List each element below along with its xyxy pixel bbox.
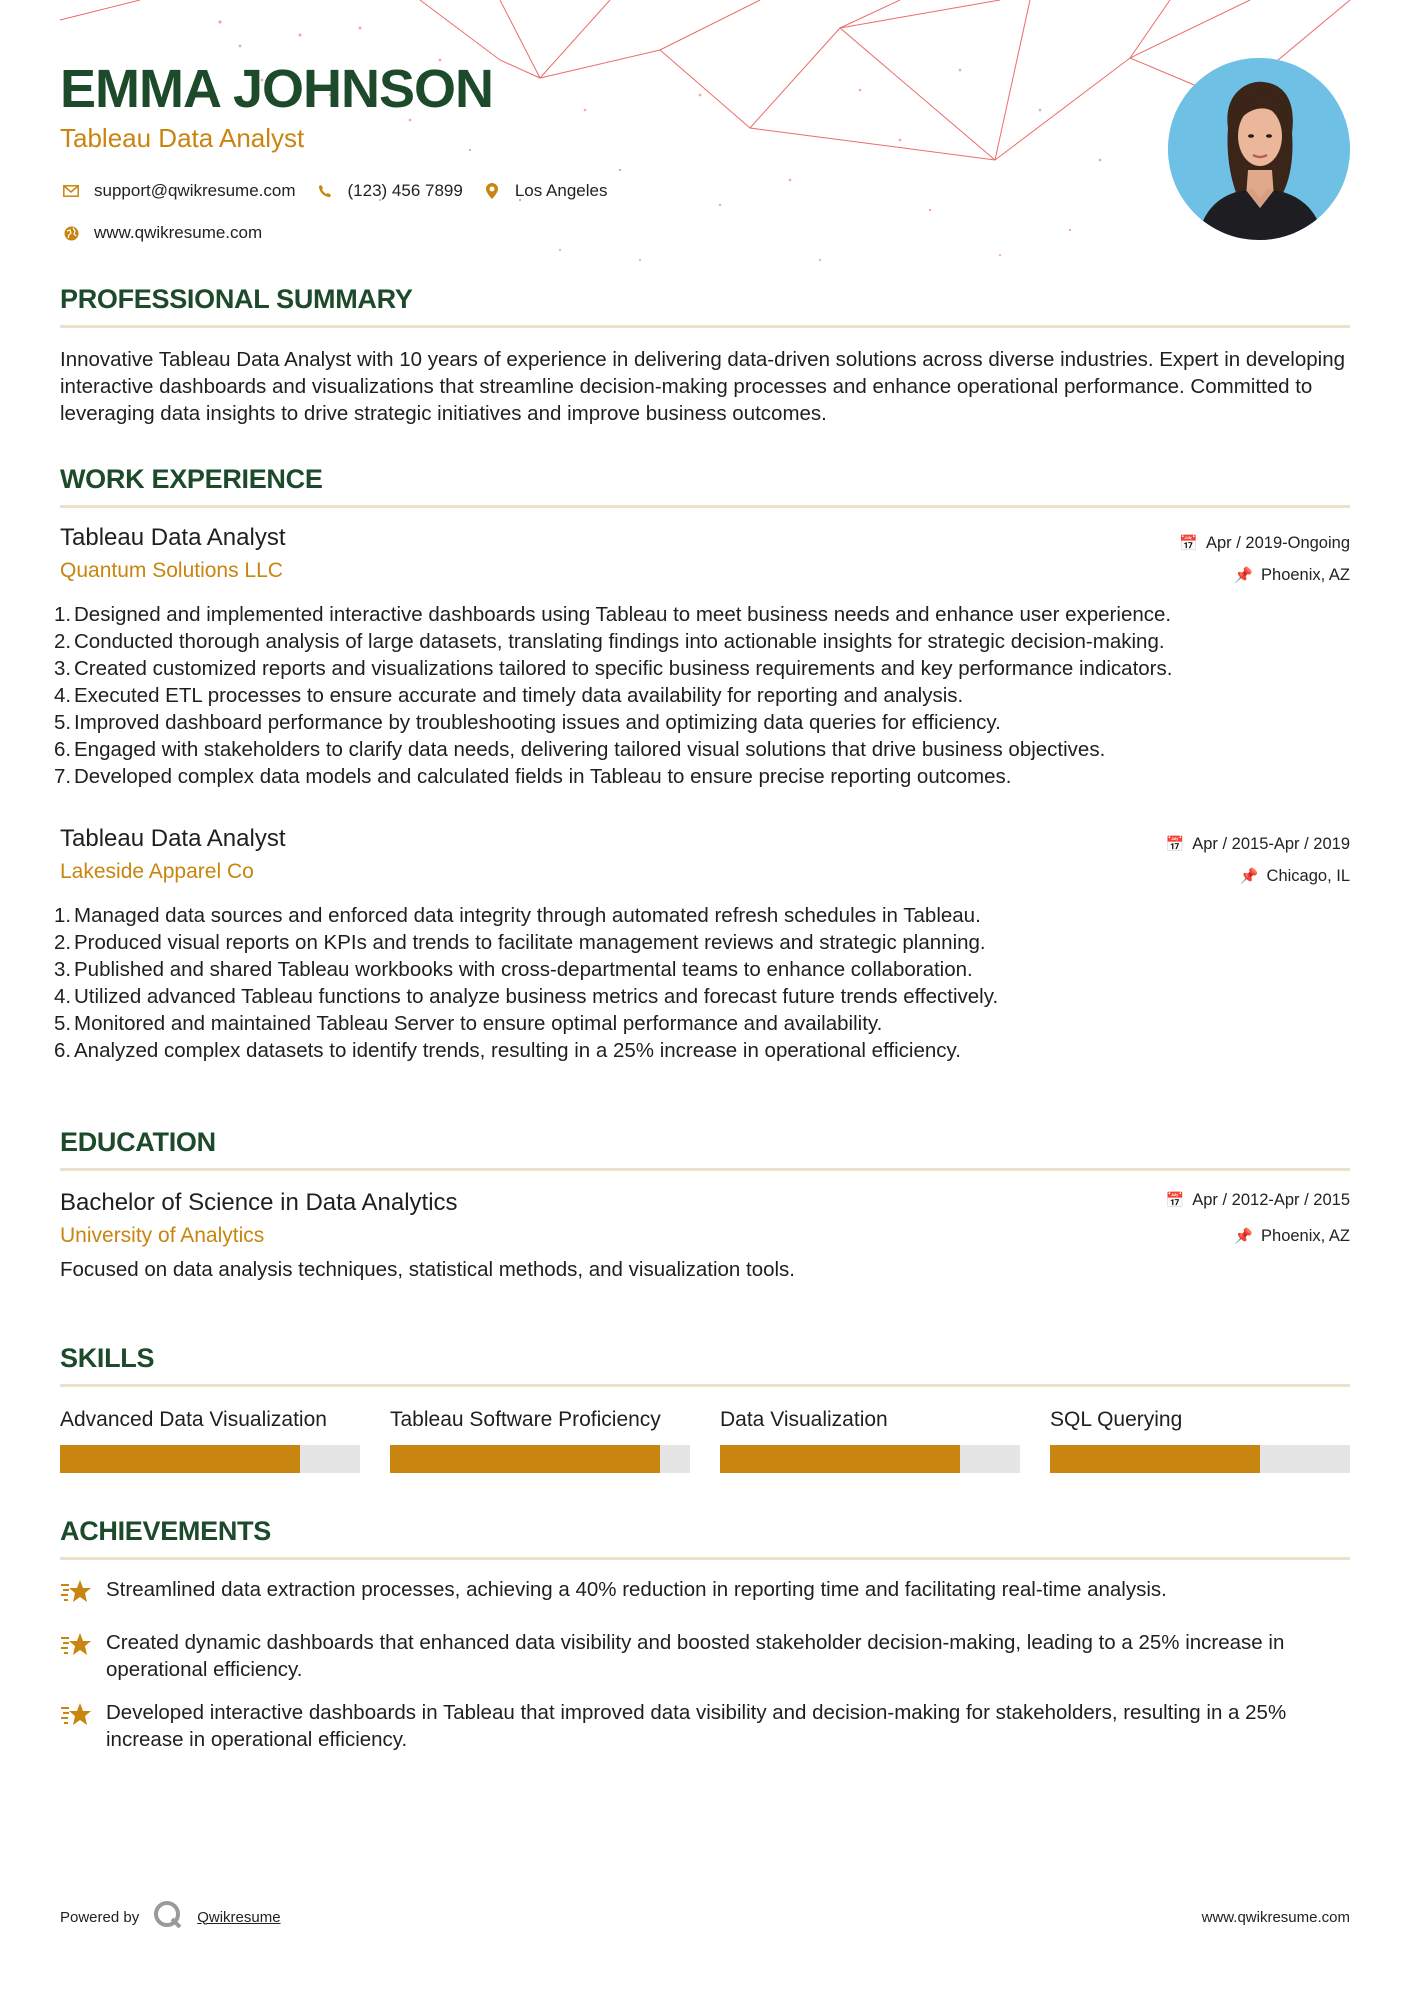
achievements-section xyxy=(60,1515,1350,1753)
education-description: Focused on data analysis techniques, statistical methods, and visualization tools. xyxy=(60,1258,795,1281)
experience-heading: WORK EXPERIENCE xyxy=(60,464,323,494)
skill-item xyxy=(720,1407,1020,1473)
list-item: 7. Developed complex data models and calculated fields in Tableau to ensure precise reporting outcomes. xyxy=(54,765,1012,788)
star-icon xyxy=(60,1578,94,1613)
skill-bar-fill xyxy=(720,1445,960,1473)
achievement-item xyxy=(60,1576,1350,1613)
skill-bar-fill xyxy=(390,1445,660,1473)
section-divider xyxy=(60,1168,1350,1171)
contact-row-2 xyxy=(60,222,1160,244)
list-item: 1. Managed data sources and enforced data integrity through automated refresh schedules in Tableau. xyxy=(54,904,981,927)
skill-item xyxy=(60,1407,360,1473)
footer-powered xyxy=(60,1900,281,1934)
list-item: 2. Conducted thorough analysis of large datasets, translating findings into actionable insights for strategic decision-making. xyxy=(54,630,1165,653)
job-dates: Apr / 2015-Apr / 2019 xyxy=(1192,834,1350,853)
job-dates: Apr / 2019-Ongoing xyxy=(1205,533,1350,552)
skills-section xyxy=(60,1342,1350,1473)
calendar-icon: 📅 xyxy=(1165,1192,1185,1209)
education-heading: EDUCATION xyxy=(60,1127,216,1157)
skills-heading: SKILLS xyxy=(60,1343,155,1373)
skill-bar-fill xyxy=(1050,1445,1260,1473)
profile-photo xyxy=(1168,58,1350,240)
calendar-icon: 📅 xyxy=(1165,836,1185,853)
powered-by-label: Powered by xyxy=(60,1908,140,1926)
achievement-text: Streamlined data extraction processes, achieving a 40% reduction in reporting time and facilitating real-time analysis. xyxy=(106,1578,1167,1601)
skills-list xyxy=(60,1407,1350,1473)
footer-website[interactable]: www.qwikresume.com xyxy=(1201,1908,1350,1926)
degree: Bachelor of Science in Data Analytics xyxy=(60,1189,458,1216)
education-entry xyxy=(60,1188,1350,1283)
education-dates: Apr / 2012-Apr / 2015 xyxy=(1192,1190,1350,1209)
job-company: Quantum Solutions LLC xyxy=(60,559,283,582)
envelope-icon xyxy=(60,185,82,197)
summary-heading: PROFESSIONAL SUMMARY xyxy=(60,284,413,314)
skill-label: SQL Querying xyxy=(1050,1408,1183,1431)
skill-item xyxy=(390,1407,690,1473)
job-location: Chicago, IL xyxy=(1266,866,1350,885)
candidate-role: Tableau Data Analyst xyxy=(60,123,305,153)
header xyxy=(60,58,1160,244)
map-pin-icon xyxy=(481,183,503,199)
phone-icon xyxy=(314,184,336,198)
skill-bar xyxy=(720,1445,1020,1473)
list-item: 3. Created customized reports and visualizations tailored to specific business requirements and key performance indicators. xyxy=(54,657,1173,680)
calendar-icon: 📅 xyxy=(1179,535,1198,552)
list-item: 5. Monitored and maintained Tableau Server to ensure optimal performance and availability. xyxy=(54,1012,883,1035)
qwikresume-logo-icon xyxy=(153,1900,183,1934)
list-item: 4. Utilized advanced Tableau functions to analyze business metrics and forecast future trends effectively. xyxy=(54,985,999,1008)
list-item: 5. Improved dashboard performance by troubleshooting issues and optimizing data queries for efficiency. xyxy=(54,711,1001,734)
list-item: 6. Analyzed complex datasets to identify trends, resulting in a 25% increase in operational efficiency. xyxy=(54,1039,961,1062)
job-bullets xyxy=(54,601,1350,790)
website-text: www.qwikresume.com xyxy=(94,223,263,242)
job-title: Tableau Data Analyst xyxy=(60,524,286,551)
job-meta xyxy=(1179,527,1350,591)
star-icon xyxy=(60,1631,94,1666)
candidate-name: EMMA JOHNSON xyxy=(60,59,494,119)
job-title: Tableau Data Analyst xyxy=(60,825,286,852)
pushpin-icon: 📌 xyxy=(1239,868,1259,885)
qwikresume-link[interactable]: Qwikresume xyxy=(197,1908,281,1926)
section-divider xyxy=(60,1557,1350,1560)
achievement-text: Created dynamic dashboards that enhanced data visibility and boosted stakeholder decision-making, leading to a 25% increase in operational efficiency. xyxy=(106,1631,1285,1681)
email-text: support@qwikresume.com xyxy=(94,181,296,200)
contact-location xyxy=(481,181,608,201)
job-entry xyxy=(54,824,1350,1064)
skill-label: Advanced Data Visualization xyxy=(60,1408,327,1431)
job-entry xyxy=(54,523,1350,790)
experience-section xyxy=(60,463,1350,508)
phone-text: (123) 456 7899 xyxy=(347,181,463,200)
skill-label: Tableau Software Proficiency xyxy=(390,1408,661,1431)
job-location: Phoenix, AZ xyxy=(1261,565,1350,584)
contact-phone[interactable] xyxy=(314,181,463,201)
skill-bar-fill xyxy=(60,1445,300,1473)
job-bullets xyxy=(54,902,1350,1064)
pushpin-icon: 📌 xyxy=(1234,1228,1254,1245)
skill-bar xyxy=(1050,1445,1350,1473)
contact-email[interactable] xyxy=(60,181,296,201)
contact-website[interactable] xyxy=(60,223,262,243)
achievement-text: Developed interactive dashboards in Tableau that improved data visibility and decision-making for stakeholders, resulting in a 25% increase in operational efficiency. xyxy=(106,1701,1287,1751)
skill-bar xyxy=(60,1445,360,1473)
job-company: Lakeside Apparel Co xyxy=(60,860,254,883)
section-divider xyxy=(60,1384,1350,1387)
list-item: 4. Executed ETL processes to ensure accurate and timely data availability for reporting and analysis. xyxy=(54,684,964,707)
achievement-item xyxy=(60,1629,1350,1683)
education-meta xyxy=(1166,1184,1350,1256)
contact-row xyxy=(60,180,1160,202)
section-divider xyxy=(60,505,1350,508)
school: University of Analytics xyxy=(60,1224,265,1247)
education-location: Phoenix, AZ xyxy=(1261,1226,1350,1245)
job-meta xyxy=(1166,828,1350,892)
achievements-heading: ACHIEVEMENTS xyxy=(60,1516,271,1546)
summary-text: Innovative Tableau Data Analyst with 10 years of experience in delivering data-driven solutions across diverse industries. Expert in developing interactive dashboards and visualizations that streamline decision-making processes and enhance operational performance. Committed to leveraging data insights to drive strategic initiatives and improve business outcomes. xyxy=(60,348,1346,425)
skill-bar xyxy=(390,1445,690,1473)
list-item: 3. Published and shared Tableau workbooks with cross-departmental teams to enhance collaboration. xyxy=(54,958,973,981)
summary-section xyxy=(60,283,1350,427)
location-text: Los Angeles xyxy=(514,181,608,200)
pushpin-icon: 📌 xyxy=(1234,567,1254,584)
skill-label: Data Visualization xyxy=(720,1408,888,1431)
skill-item xyxy=(1050,1407,1350,1473)
list-item: 2. Produced visual reports on KPIs and trends to facilitate management reviews and strategic planning. xyxy=(54,931,986,954)
list-item: 1. Designed and implemented interactive dashboards using Tableau to meet business needs and enhance user experience. xyxy=(54,603,1172,626)
section-divider xyxy=(60,325,1350,328)
globe-icon xyxy=(60,226,82,241)
achievement-item xyxy=(60,1699,1350,1753)
education-section xyxy=(60,1126,1350,1171)
footer xyxy=(60,1900,1350,1934)
list-item: 6. Engaged with stakeholders to clarify data needs, delivering tailored visual solutions that drive business objectives. xyxy=(54,738,1106,761)
star-icon xyxy=(60,1701,94,1736)
